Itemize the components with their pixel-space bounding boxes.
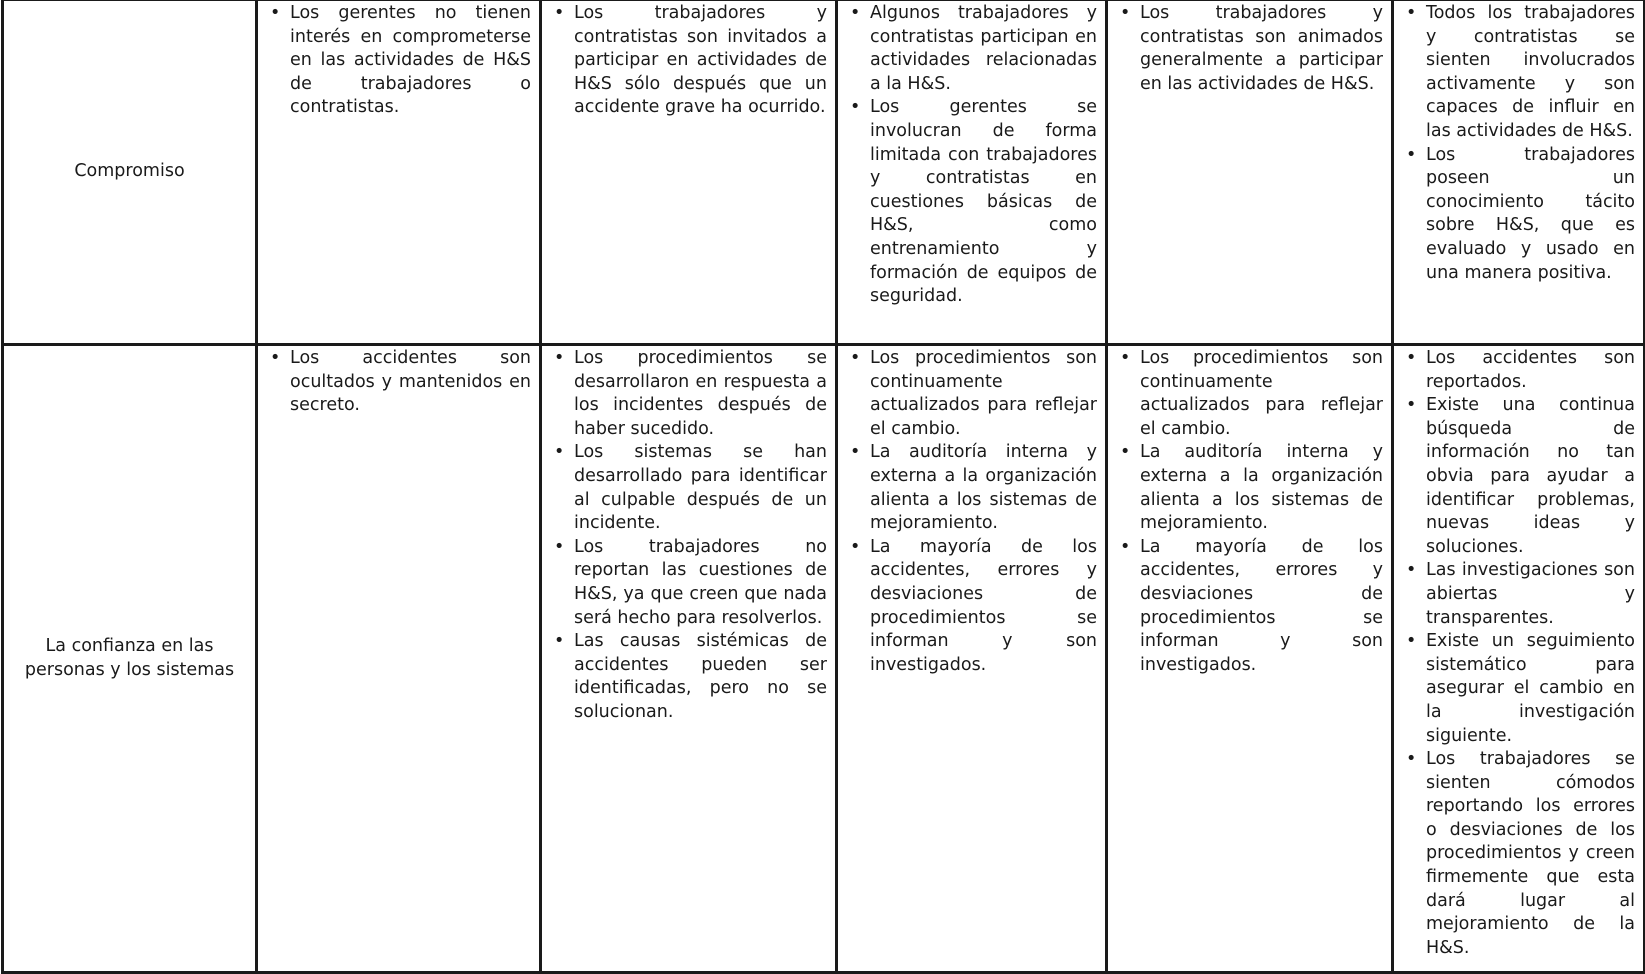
list-item: • Los procedimientos son continuamente actualizados para reflejar el cambio. <box>846 347 1097 441</box>
level-1-cell <box>257 345 541 973</box>
bullet-list <box>846 347 1097 677</box>
list-item: • Los gerentes no tienen interés en comprometerse en las actividades de H&S de trabajadores o contratistas. <box>266 2 531 120</box>
level-4-cell <box>1107 345 1393 973</box>
table-row-compromiso <box>3 0 1645 345</box>
list-item: • Las investigaciones son abiertas y transparentes. <box>1402 559 1635 630</box>
bullet-list <box>550 2 827 120</box>
list-item: • Los procedimientos son continuamente actualizados para reflejar el cambio. <box>1116 347 1383 441</box>
list-item: • La auditoría interna y externa a la organización alienta a los sistemas de mejoramiento. <box>1116 441 1383 535</box>
row-label: Compromiso <box>74 161 185 182</box>
list-item: • Las causas sistémicas de accidentes pueden ser identificadas, pero no se solucionan. <box>550 630 827 724</box>
list-item: • Los trabajadores no reportan las cuestiones de H&S, ya que creen que nada será hecho para resolverlos. <box>550 536 827 630</box>
list-item: • Los trabajadores y contratistas son animados generalmente a participar en las actividades de H&S. <box>1116 2 1383 96</box>
bullet-list <box>266 2 531 120</box>
bullet-list <box>550 347 827 725</box>
list-item: • Los accidentes son ocultados y mantenidos en secreto. <box>266 347 531 418</box>
row-label-cell <box>3 345 257 973</box>
level-5-cell <box>1393 345 1645 973</box>
level-3-cell <box>837 0 1107 345</box>
bullet-list <box>1116 2 1383 96</box>
list-item: • Los trabajadores y contratistas son invitados a participar en actividades de H&S sólo después que un accidente grave ha ocurrido. <box>550 2 827 120</box>
list-item: • Los gerentes se involucran de forma limitada con trabajadores y contratistas en cuestiones básicas de H&S, como entrenamiento y formación de equipos de seguridad. <box>846 96 1097 308</box>
row-label-cell <box>3 0 257 345</box>
bullet-list <box>266 347 531 418</box>
list-item: • Existe una continua búsqueda de información no tan obvia para ayudar a identificar problemas, nuevas ideas y soluciones. <box>1402 394 1635 559</box>
maturity-table <box>1 0 1645 974</box>
row-label: La confianza en las personas y los sistemas <box>24 635 235 680</box>
list-item: • Existe un seguimiento sistemático para asegurar el cambio en la investigación siguiente. <box>1402 630 1635 748</box>
bullet-list <box>1402 347 1635 960</box>
list-item: • Los accidentes son reportados. <box>1402 347 1635 394</box>
list-item: • Los trabajadores poseen un conocimiento tácito sobre H&S, que es evaluado y usado en una manera positiva. <box>1402 144 1635 286</box>
list-item: • Los procedimientos se desarrollaron en respuesta a los incidentes después de haber sucedido. <box>550 347 827 441</box>
list-item: • Algunos trabajadores y contratistas participan en actividades relacionadas a la H&S. <box>846 2 1097 96</box>
list-item: • Los sistemas se han desarrollado para identificar al culpable después de un incidente. <box>550 441 827 535</box>
bullet-list <box>1116 347 1383 677</box>
bullet-list <box>1402 2 1635 285</box>
list-item: • La mayoría de los accidentes, errores y desviaciones de procedimientos se informan y son investigados. <box>846 536 1097 678</box>
list-item: • La mayoría de los accidentes, errores y desviaciones de procedimientos se informan y son investigados. <box>1116 536 1383 678</box>
list-item: • Todos los trabajadores y contratistas se sienten involucrados activamente y son capaces de influir en las actividades de H&S. <box>1402 2 1635 144</box>
table-row-confianza <box>3 345 1645 973</box>
level-4-cell <box>1107 0 1393 345</box>
list-item: • La auditoría interna y externa a la organización alienta a los sistemas de mejoramiento. <box>846 441 1097 535</box>
bullet-list <box>846 2 1097 309</box>
level-2-cell <box>541 0 837 345</box>
level-1-cell <box>257 0 541 345</box>
list-item: • Los trabajadores se sienten cómodos reportando los errores o desviaciones de los procedimientos y creen firmemente que esta dará lugar al mejoramiento de la H&S. <box>1402 748 1635 960</box>
level-2-cell <box>541 345 837 973</box>
table-body <box>3 0 1645 973</box>
level-5-cell <box>1393 0 1645 345</box>
level-3-cell <box>837 345 1107 973</box>
